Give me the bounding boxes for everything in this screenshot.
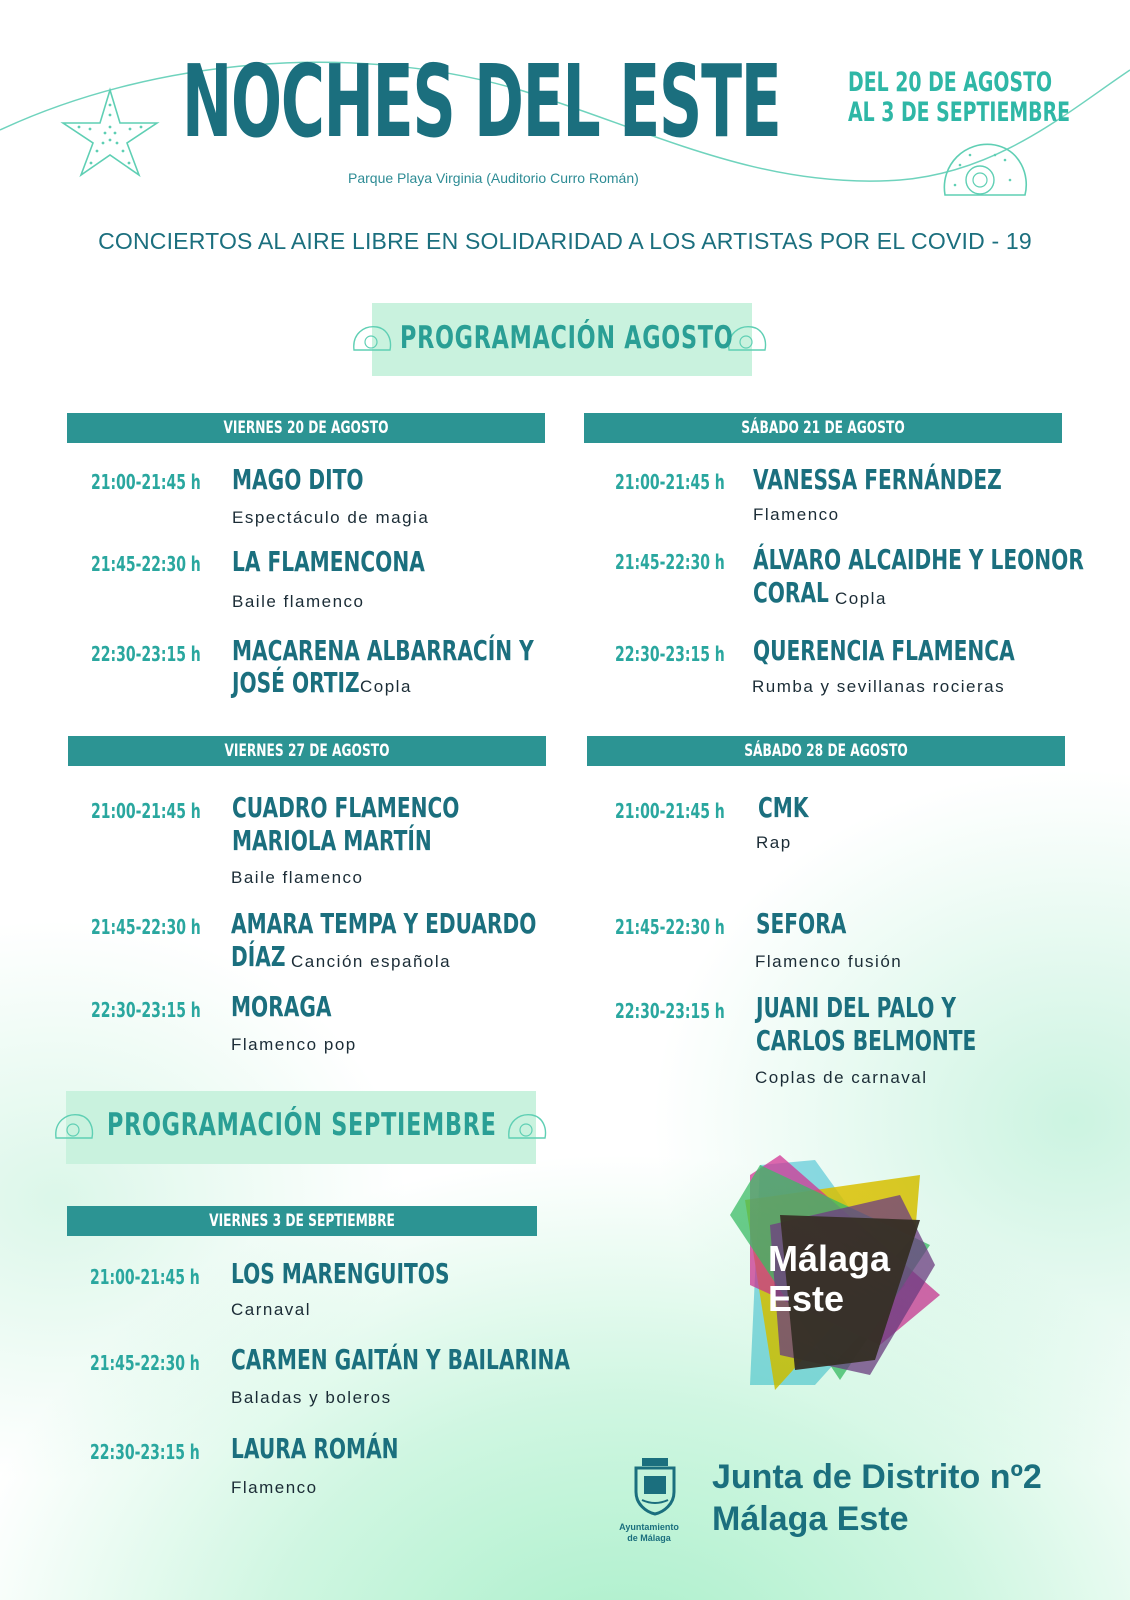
slot-genre: Copla: [360, 677, 412, 696]
day-header: VIERNES 27 DE AGOSTO: [68, 736, 546, 766]
logo-text-line1: Málaga: [768, 1238, 891, 1279]
section-title-septiembre: PROGRAMACIÓN SEPTIEMBRE: [107, 1107, 497, 1143]
slot-artist: CORAL: [753, 576, 829, 609]
malaga-este-text: Málaga Este: [712, 1500, 909, 1538]
slot-artist: JUANI DEL PALO Y: [756, 991, 957, 1024]
slot-time: 21:00-21:45 h: [615, 799, 725, 823]
slot-artist: DÍAZ: [231, 940, 286, 973]
slot-genre: Copla: [835, 589, 887, 608]
logo-text-line2: Este: [768, 1278, 845, 1319]
slot-time: 21:45-22:30 h: [90, 1351, 200, 1375]
slot-time: 22:30-23:15 h: [91, 642, 201, 666]
slot-time: 22:30-23:15 h: [615, 999, 725, 1023]
slot-time: 22:30-23:15 h: [90, 1440, 200, 1464]
seashell-icon: [505, 1110, 550, 1145]
slot-time: 22:30-23:15 h: [615, 642, 725, 666]
seashell-icon: [350, 322, 395, 357]
venue-text: Parque Playa Virginia (Auditorio Curro Román): [348, 170, 639, 186]
slot-genre: Baile flamenco: [232, 592, 365, 611]
day-header: VIERNES 20 DE AGOSTO: [67, 413, 545, 443]
malaga-este-logo: [720, 1145, 970, 1405]
slot-artist: LOS MARENGUITOS: [231, 1257, 450, 1290]
ayuntamiento-line2: de Málaga: [627, 1533, 671, 1543]
slot-genre: Carnaval: [231, 1300, 312, 1319]
day-header: VIERNES 3 DE SEPTIEMBRE: [67, 1206, 537, 1236]
starfish-icon: [55, 85, 165, 180]
slot-genre: Flamenco pop: [231, 1035, 357, 1054]
slot-artist: CMK: [758, 791, 809, 824]
coat-of-arms-icon: [630, 1456, 680, 1516]
date-range-line2: AL 3 DE SEPTIEMBRE: [848, 97, 1071, 128]
slot-artist: MORAGA: [231, 990, 332, 1023]
slot-time: 21:45-22:30 h: [615, 915, 725, 939]
slot-time: 21:00-21:45 h: [615, 470, 725, 494]
slot-artist: SEFORA: [756, 907, 847, 940]
slot-artist: JOSÉ ORTIZ: [232, 666, 360, 699]
slot-genre: Espectáculo de magia: [232, 508, 430, 527]
slot-artist: QUERENCIA FLAMENCA: [753, 634, 1015, 667]
slot-artist: CARLOS BELMONTE: [756, 1024, 977, 1057]
junta-distrito-text: Junta de Distrito nº2: [712, 1458, 1042, 1496]
slot-time: 21:00-21:45 h: [90, 1265, 200, 1289]
slot-artist: MACARENA ALBARRACÍN Y: [232, 634, 534, 667]
seashell-icon: [935, 135, 1035, 215]
page-title: NOCHES DEL ESTE: [182, 43, 781, 160]
subtitle: CONCIERTOS AL AIRE LIBRE EN SOLIDARIDAD A LOS ARTISTAS POR EL COVID - 19: [98, 228, 1032, 254]
slot-time: 21:00-21:45 h: [91, 799, 201, 823]
slot-genre: Coplas de carnaval: [755, 1068, 928, 1087]
slot-artist: LAURA ROMÁN: [231, 1432, 399, 1465]
slot-genre: Rumba y sevillanas rocieras: [752, 677, 1006, 696]
slot-time: 22:30-23:15 h: [91, 998, 201, 1022]
ayuntamiento-label: [609, 1522, 689, 1544]
slot-artist: MAGO DITO: [232, 463, 364, 496]
slot-time: 21:45-22:30 h: [91, 552, 201, 576]
slot-genre: Baile flamenco: [231, 868, 364, 887]
slot-time: 21:45-22:30 h: [615, 550, 725, 574]
slot-time: 21:00-21:45 h: [91, 470, 201, 494]
slot-artist: VANESSA FERNÁNDEZ: [753, 463, 1002, 496]
day-header: SÁBADO 21 DE AGOSTO: [584, 413, 1062, 443]
slot-artist: AMARA TEMPA Y EDUARDO: [231, 907, 537, 940]
day-header: SÁBADO 28 DE AGOSTO: [587, 736, 1065, 766]
date-range: [848, 68, 1070, 128]
slot-artist: CARMEN GAITÁN Y BAILARINA: [231, 1343, 571, 1376]
section-title-agosto: PROGRAMACIÓN AGOSTO: [400, 320, 734, 356]
ayuntamiento-line1: Ayuntamiento: [619, 1522, 679, 1532]
slot-genre: Baladas y boleros: [231, 1388, 392, 1407]
slot-genre: Flamenco: [231, 1478, 318, 1497]
slot-genre: Rap: [756, 833, 792, 852]
slot-artist: ÁLVARO ALCAIDHE Y LEONOR: [753, 543, 1084, 576]
slot-genre: Flamenco: [753, 505, 840, 524]
seashell-icon: [52, 1110, 97, 1145]
slot-artist: CUADRO FLAMENCO: [232, 791, 460, 824]
slot-time: 21:45-22:30 h: [91, 915, 201, 939]
slot-genre: Canción española: [291, 952, 452, 971]
date-range-line1: DEL 20 DE AGOSTO: [848, 67, 1053, 98]
slot-artist: LA FLAMENCONA: [232, 545, 425, 578]
slot-genre: Flamenco fusión: [755, 952, 903, 971]
slot-artist: MARIOLA MARTÍN: [232, 824, 432, 857]
